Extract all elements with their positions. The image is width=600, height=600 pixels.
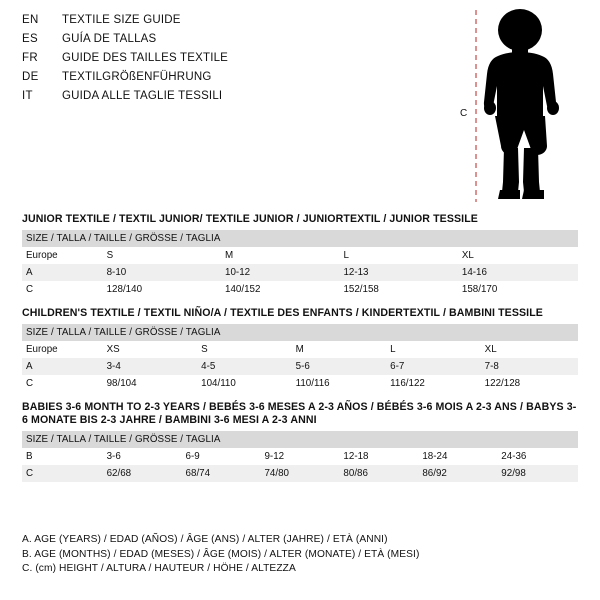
cell: L bbox=[390, 344, 396, 355]
guide-title: TEXTILE SIZE GUIDE bbox=[62, 14, 181, 26]
header-row bbox=[22, 71, 442, 90]
row-label: Europe bbox=[26, 250, 58, 261]
cell: 24-36 bbox=[501, 451, 527, 462]
cell: 74/80 bbox=[260, 465, 339, 482]
table-row bbox=[22, 230, 578, 247]
junior-size-table bbox=[22, 230, 578, 298]
row-label: A bbox=[22, 358, 103, 375]
cell: 128/140 bbox=[106, 284, 143, 295]
size-header: SIZE / TALLA / TAILLE / GRÖSSE / TAGLIA bbox=[22, 230, 578, 247]
table-row bbox=[22, 431, 578, 448]
guide-title: GUÍA DE TALLAS bbox=[62, 33, 157, 45]
legend-line-c: C. (cm) HEIGHT / ALTURA / HAUTEUR / HÖHE / ALTEZZA bbox=[22, 563, 296, 575]
table-row bbox=[22, 341, 578, 358]
row-label: Europe bbox=[26, 344, 58, 355]
cell: 12-13 bbox=[339, 264, 457, 281]
cell: M bbox=[295, 344, 304, 355]
cell: M bbox=[225, 250, 234, 261]
language-code: EN bbox=[22, 14, 39, 26]
cell: 140/152 bbox=[225, 284, 261, 295]
header-row bbox=[22, 52, 442, 71]
language-title-block bbox=[22, 14, 442, 109]
cell: XL bbox=[484, 344, 497, 355]
size-header: SIZE / TALLA / TAILLE / GRÖSSE / TAGLIA bbox=[22, 324, 578, 341]
table-row bbox=[22, 375, 578, 392]
toddler-silhouette-icon bbox=[448, 6, 594, 206]
language-code: ES bbox=[22, 33, 38, 45]
childrens-size-table bbox=[22, 324, 578, 392]
cell: XS bbox=[106, 344, 120, 355]
babies-textile-block bbox=[22, 401, 578, 482]
row-label: C bbox=[26, 284, 34, 295]
junior-textile-block bbox=[22, 213, 578, 298]
cell: 104/110 bbox=[201, 378, 236, 389]
cell: 116/122 bbox=[390, 378, 425, 389]
table-row bbox=[22, 247, 578, 264]
cell: 4-5 bbox=[197, 358, 292, 375]
legend-line-a: A. AGE (YEARS) / EDAD (AÑOS) / ÂGE (ANS) / ALTER (JAHRE) / ETÀ (ANNI) bbox=[22, 534, 388, 545]
cell: 9-12 bbox=[264, 451, 285, 462]
cell: S bbox=[106, 250, 114, 261]
row-label: C bbox=[26, 378, 34, 389]
legend-line-b: B. AGE (MONTHS) / EDAD (MESES) / ÂGE (MOIS) / ALTER (MONATE) / ETÀ (MESI) bbox=[22, 548, 420, 560]
cell: 12-18 bbox=[343, 451, 369, 462]
cell: 110/116 bbox=[295, 378, 330, 389]
cell: 122/128 bbox=[484, 378, 521, 389]
legend-block bbox=[22, 533, 582, 577]
language-code: IT bbox=[22, 90, 33, 102]
table-caption: CHILDREN'S TEXTILE / TEXTIL NIÑO/A / TEXTILE DES ENFANTS / KINDERTEXTIL / BAMBINI TESSILE bbox=[22, 307, 543, 319]
table-row bbox=[22, 465, 578, 482]
babies-size-table bbox=[22, 431, 578, 482]
cell: 3-6 bbox=[106, 451, 121, 462]
cell: 158/170 bbox=[461, 284, 498, 295]
row-label: C bbox=[22, 465, 103, 482]
cell: 62/68 bbox=[103, 465, 182, 482]
cell: L bbox=[343, 250, 349, 261]
cell: 18-24 bbox=[422, 451, 448, 462]
guide-title: GUIDA ALLE TAGLIE TESSILI bbox=[62, 90, 223, 102]
guide-title: TEXTILGRÖßENFÜHRUNG bbox=[62, 71, 212, 83]
toddler-silhouette-figure bbox=[448, 6, 594, 206]
header-row bbox=[22, 90, 442, 109]
table-caption: BABIES 3-6 MONTH TO 2-3 YEARS / BEBÉS 3-6 MESES A 2-3 AÑOS / BÉBÉS 3-6 MOIS A 2-3 ANS / BABYS 3-6 MONATE BIS 2-3 JAHRE / BAMBINI 3-6 MESI A 2-3 ANNI bbox=[22, 401, 577, 426]
size-tables bbox=[22, 213, 578, 491]
cell: 5-6 bbox=[292, 358, 387, 375]
cell: 98/104 bbox=[106, 378, 137, 389]
size-header: SIZE / TALLA / TAILLE / GRÖSSE / TAGLIA bbox=[22, 431, 578, 448]
cell: XL bbox=[461, 250, 474, 261]
table-row bbox=[22, 281, 578, 298]
cell: 86/92 bbox=[418, 465, 497, 482]
cell: 14-16 bbox=[458, 264, 578, 281]
height-label: C bbox=[460, 108, 468, 119]
cell: 80/86 bbox=[339, 465, 418, 482]
table-row bbox=[22, 358, 578, 375]
table-row bbox=[22, 324, 578, 341]
cell: 10-12 bbox=[221, 264, 339, 281]
cell: 3-4 bbox=[103, 358, 198, 375]
child-body-shape bbox=[484, 9, 559, 199]
table-row bbox=[22, 448, 578, 465]
cell: 68/74 bbox=[182, 465, 261, 482]
guide-title: GUIDE DES TAILLES TEXTILE bbox=[62, 52, 229, 64]
childrens-textile-block bbox=[22, 307, 578, 392]
language-code: DE bbox=[22, 71, 39, 83]
language-code: FR bbox=[22, 52, 38, 64]
header-row bbox=[22, 33, 442, 52]
cell: 92/98 bbox=[497, 465, 578, 482]
cell: 7-8 bbox=[481, 358, 578, 375]
table-row bbox=[22, 264, 578, 281]
table-caption: JUNIOR TEXTILE / TEXTIL JUNIOR/ TEXTILE JUNIOR / JUNIORTEXTIL / JUNIOR TESSILE bbox=[22, 213, 478, 225]
row-label: A bbox=[22, 264, 103, 281]
cell: 6-7 bbox=[386, 358, 481, 375]
cell: 8-10 bbox=[103, 264, 221, 281]
cell: 152/158 bbox=[343, 284, 379, 295]
cell: S bbox=[201, 344, 208, 355]
cell: 6-9 bbox=[185, 451, 200, 462]
row-label: B bbox=[26, 451, 33, 462]
header-row bbox=[22, 14, 442, 33]
